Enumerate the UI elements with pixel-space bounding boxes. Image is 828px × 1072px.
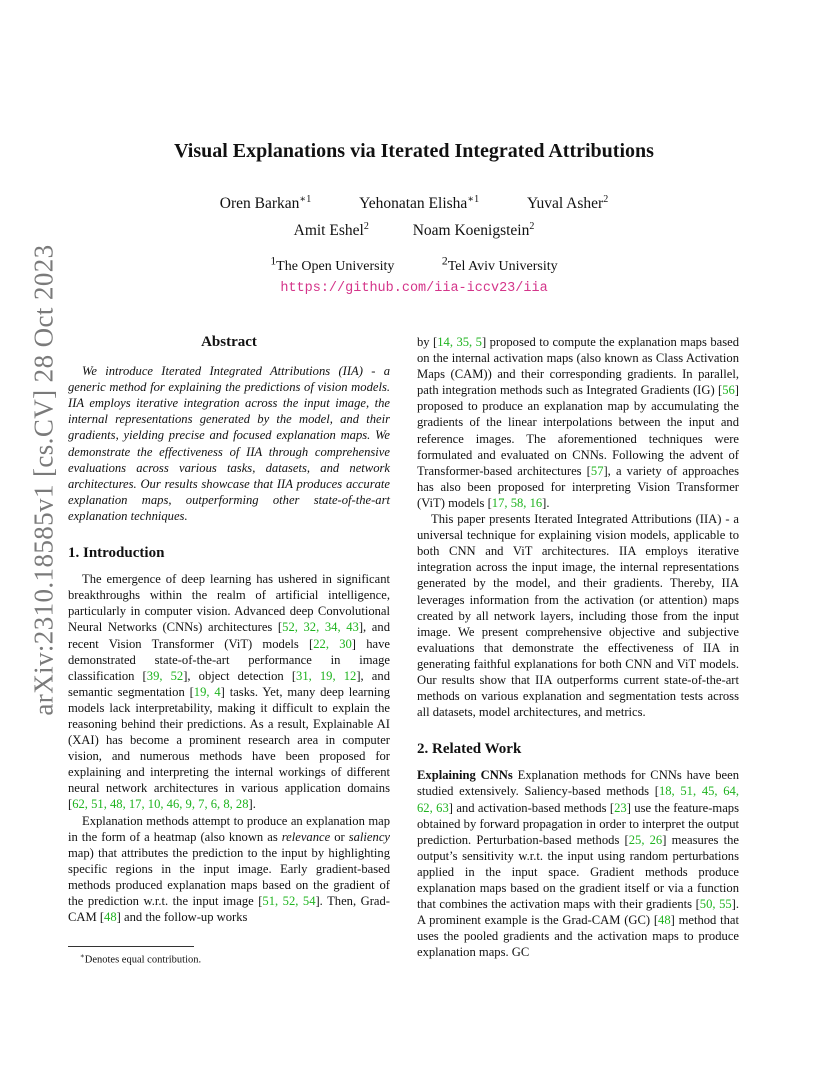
text-run: ] tasks. Yet, many deep learning models lack interpretability, making it difficult to explain the reasoning behind their predictions. As a result, Explainable AI (XAI) has become a prominent research area in computer vision, and numerous methods have been proposed for explaining and interpreting the internal workings of different neural network architectures in various application domains [ — [68, 684, 391, 812]
code-url-link[interactable]: https://github.com/iia-iccv23/iia — [280, 281, 548, 296]
footnote — [80, 952, 201, 966]
text-run: map) that attributes the prediction to the input by highlighting specific regions in the input image. Early gradient-based methods produced explanation maps based on the gradient of the prediction w.r.t. the input image [ — [68, 845, 390, 908]
author — [294, 221, 369, 240]
author-name: Noam Koenigstein — [412, 222, 530, 240]
citation-link[interactable]: 57 — [590, 463, 604, 478]
text-run: ] proposed to produce an explanation map by accumulating the gradients of the linear interpolations between the input and reference images. The aforementioned techniques were formulated and evaluated on CNNs. Following the advent of Transformer-based architectures [ — [417, 383, 739, 478]
footnote-text: Denotes equal contribution. — [84, 954, 202, 966]
author-affil-mark: 2 — [529, 221, 535, 232]
citation-link[interactable]: 18, 51, 45, 64, 62, 63 — [417, 784, 740, 815]
right-column — [417, 334, 739, 960]
text-run: or — [330, 829, 349, 844]
author-name: Yuval Asher — [526, 195, 604, 213]
author-affil-mark: 2 — [603, 194, 609, 205]
citation-link[interactable]: 39, 52 — [146, 668, 184, 683]
citation-link[interactable]: 48 — [658, 913, 671, 928]
citation-link[interactable]: 31, 19, 12 — [296, 668, 357, 683]
text-run: ], object detection [ — [183, 668, 297, 683]
related-work-paragraph — [417, 767, 739, 960]
citation-link[interactable]: 23 — [614, 800, 627, 815]
text-run: ] method that uses the pooled gradients and the activation maps to produce explanation maps. GC — [417, 913, 739, 960]
emphasis: saliency — [348, 829, 390, 844]
affiliation-mark: 2 — [441, 254, 448, 267]
text-run: ] and the follow-up works — [116, 910, 248, 925]
citation-link[interactable]: 50, 55 — [699, 897, 732, 912]
emphasis: relevance — [281, 829, 331, 844]
author — [413, 221, 535, 240]
text-run: ]. A prominent example is the Grad-CAM (GC) [ — [417, 897, 739, 928]
author-affil-mark: 2 — [363, 221, 369, 232]
text-run: ] measures the output’s sensitivity w.r.t. the input using random perturbations applied in the input space. Gradient methods produce explanation maps based on the gradient itself or via a function that combines the activation maps with their gradients [ — [417, 832, 740, 912]
citation-link[interactable]: 22, 30 — [313, 636, 352, 651]
text-run: ] and activation-based methods [ — [448, 800, 615, 815]
text-run: The emergence of deep learning has ushered in significant breakthroughs within the realm of artificial intelligence, particularly in computer vision. Advanced deep Convolutional Neural Networks (CNNs) architectures [ — [68, 572, 390, 635]
left-column — [68, 334, 390, 925]
abstract-text: We introduce Iterated Integrated Attributions (IIA) - a generic method for explaining the predictions of vision models. IIA employs iterative integration across the input image, the internal representations generated by the model, and their gradients, yielding precise and focused explanation maps. We demonstrate the effectiveness of IIA through comprehensive evaluations across various tasks, datasets, and network architectures. Our results showcase that IIA produces accurate explanation maps, outperforming other state-of-the-art explanation techniques. — [68, 364, 390, 523]
footnote-mark: ∗ — [80, 952, 85, 960]
affiliations — [0, 254, 828, 275]
citation-link[interactable]: 25, 26 — [628, 832, 663, 847]
citation-link[interactable]: 17, 58, 16 — [491, 495, 543, 510]
text-run: by [ — [417, 335, 438, 349]
author-name: Oren Barkan — [219, 195, 300, 213]
citation-link[interactable]: 48 — [104, 910, 117, 925]
citation-link[interactable]: 62, 51, 48, 17, 10, 46, 9, 7, 6, 8, 28 — [72, 797, 249, 812]
text-run: ]. — [248, 797, 256, 812]
text-run: ]. — [542, 495, 550, 510]
author — [527, 194, 608, 213]
author — [359, 194, 479, 213]
text-run: Explanation methods for CNNs have been studied extensively. Saliency-based methods [ — [417, 768, 739, 799]
affiliation — [270, 254, 395, 274]
author-name: Amit Eshel — [293, 222, 364, 240]
runin-heading: Explaining CNNs — [417, 768, 513, 783]
text-run: Explanation methods attempt to produce an explanation map in the form of a heatmap (also known as — [68, 813, 390, 844]
right-paragraph-1 — [417, 334, 739, 511]
right-paragraph-2: This paper presents Iterated Integrated Attributions (IIA) - a universal technique for explaining vision models, applicable to both CNN and ViT architectures. IIA employs iterative integration across the input image, the internal representations generated by the model, and their gradients. Thereby, IIA leverages information from the activation (or attention) maps created by all network layers, including those from the input image. We present comprehensive objective and subjective evaluations that demonstrate the effectiveness of IIA in generating faithful explanations for both CNN and ViT models. Our results show that IIA outperforms current state-of-the-art methods on various explanation and segmentation tests across all datasets, model architectures, and metrics. — [417, 512, 739, 720]
paper-title: Visual Explanations via Iterated Integrated Attributions — [174, 140, 654, 162]
section-heading-introduction: 1. Introduction — [68, 545, 165, 562]
citation-link[interactable]: 14, 35, 5 — [437, 335, 482, 349]
citation-link[interactable]: 52, 32, 34, 43 — [282, 620, 359, 635]
author-affil-mark: ∗1 — [467, 194, 480, 205]
text-run: ], a variety of approaches has also been proposed for interpreting Vision Transformer (ViT) models [ — [417, 463, 740, 510]
author-affil-mark: ∗1 — [299, 194, 312, 205]
affiliation-name: Tel Aviv University — [447, 258, 558, 274]
author — [220, 194, 311, 213]
intro-paragraph-2 — [68, 813, 390, 926]
text-run: ], and recent Vision Transformer (ViT) models [ — [68, 620, 390, 651]
author-row-2 — [0, 221, 828, 240]
arxiv-side-stamp: arXiv:2310.18585v1 [cs.CV] 28 Oct 2023 — [28, 244, 59, 716]
text-run: ]. Then, Grad-CAM [ — [68, 894, 390, 925]
intro-paragraph-1 — [68, 571, 390, 812]
affiliation — [441, 254, 558, 274]
author-row-1 — [0, 194, 828, 213]
citation-link[interactable]: 19, 4 — [193, 684, 221, 699]
text-run: ], and semantic segmentation [ — [68, 668, 390, 699]
citation-link[interactable]: 56 — [722, 383, 735, 398]
abstract-heading: Abstract — [201, 334, 257, 350]
text-run: ] proposed to compute the explanation maps based on the internal activation maps (also known as Class Activation Maps (CAM)) and their corresponding gradients. In parallel, path integration methods such as Integrated Gradients (IG) [ — [417, 335, 740, 398]
citation-link[interactable]: 51, 52, 54 — [262, 894, 316, 908]
text-run: ] use the feature-maps obtained by forward propagation in order to interpret the output prediction. Perturbation-based methods [ — [417, 800, 739, 847]
section-heading-related-work: 2. Related Work — [417, 741, 522, 758]
affiliation-mark: 1 — [270, 254, 277, 267]
text-run: ] have demonstrated state-of-the-art performance in image classification [ — [68, 636, 390, 683]
footnote-divider — [68, 946, 194, 947]
affiliation-name: The Open University — [276, 258, 395, 274]
author-name: Yehonatan Elisha — [359, 195, 468, 213]
